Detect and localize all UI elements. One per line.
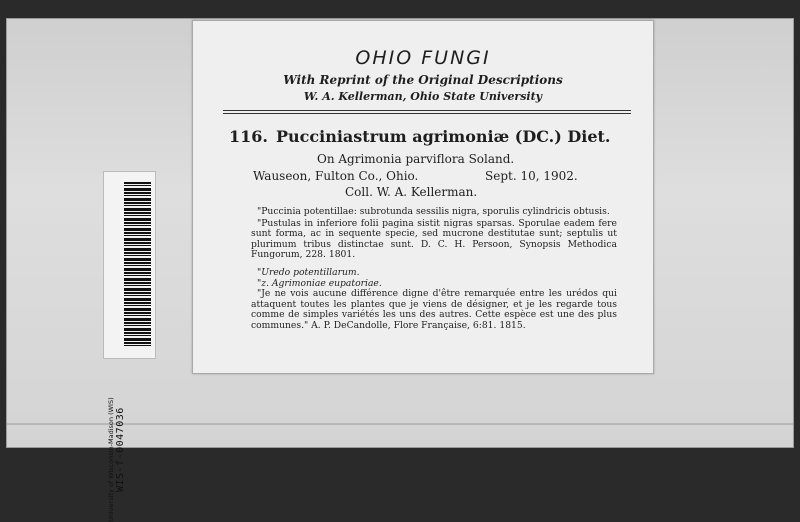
header-rule [223,110,631,111]
series-subtitle: With Reprint of the Original Descriptions [283,73,563,87]
original-description [251,207,617,333]
synonym-line: "Uredo potentillarum. [257,266,360,278]
synonym-line: "z. Agrimoniae eupatoriae. [257,277,382,289]
host-plant: On Agrimonia parviflora Soland. [317,152,515,166]
catalog-number: WIS-f-0047036 [115,407,126,492]
barcode [124,182,151,348]
header-rule [223,113,631,114]
label-header [193,21,653,103]
specimen-number: 116. [229,127,268,146]
species-name: Pucciniastrum agrimoniæ (DC.) Diet. [275,127,611,146]
description-paragraph: "Puccinia potentillae: subrotunda sessilis nigra, sporulis cylindricis obtusis. [257,206,610,217]
institution-label: University of Wisconsin-Madison (WIS) [107,397,115,522]
locality: Wauseon, Fulton Co., Ohio. [253,169,419,183]
author-line: W. A. Kellerman, Ohio State University [303,90,543,103]
barcode-card [103,171,156,522]
collection-date: Sept. 10, 1902. [485,169,578,183]
specimen-label [192,20,654,374]
description-paragraph: "Je ne vois aucune différence digne d'être remarquée entre les urédos qui attaquent toutes les plantes que je viens de désigner, et je les regarde tous comme de simples variétés les uns des autres. Cette espèce est une des plus communes." A. P. DeCandolle, Flore Française, 6:81. 1815. [251,288,617,331]
collector: Coll. W. A. Kellerman. [345,185,478,199]
description-paragraph: "Pustulas in inferiore folii pagina sistit nigras sparsas. Sporulae eadem fere sunt forma, ac in sequente specie, sed mucrone destitutae sunt; septulis ut plurimum tribus distinctae sunt. D. C. H. Persoon, Synopsis Methodica Fungorum, 228. 1801. [251,217,617,261]
series-title: OHIO FUNGI [355,47,491,69]
specimen-title [229,127,610,146]
